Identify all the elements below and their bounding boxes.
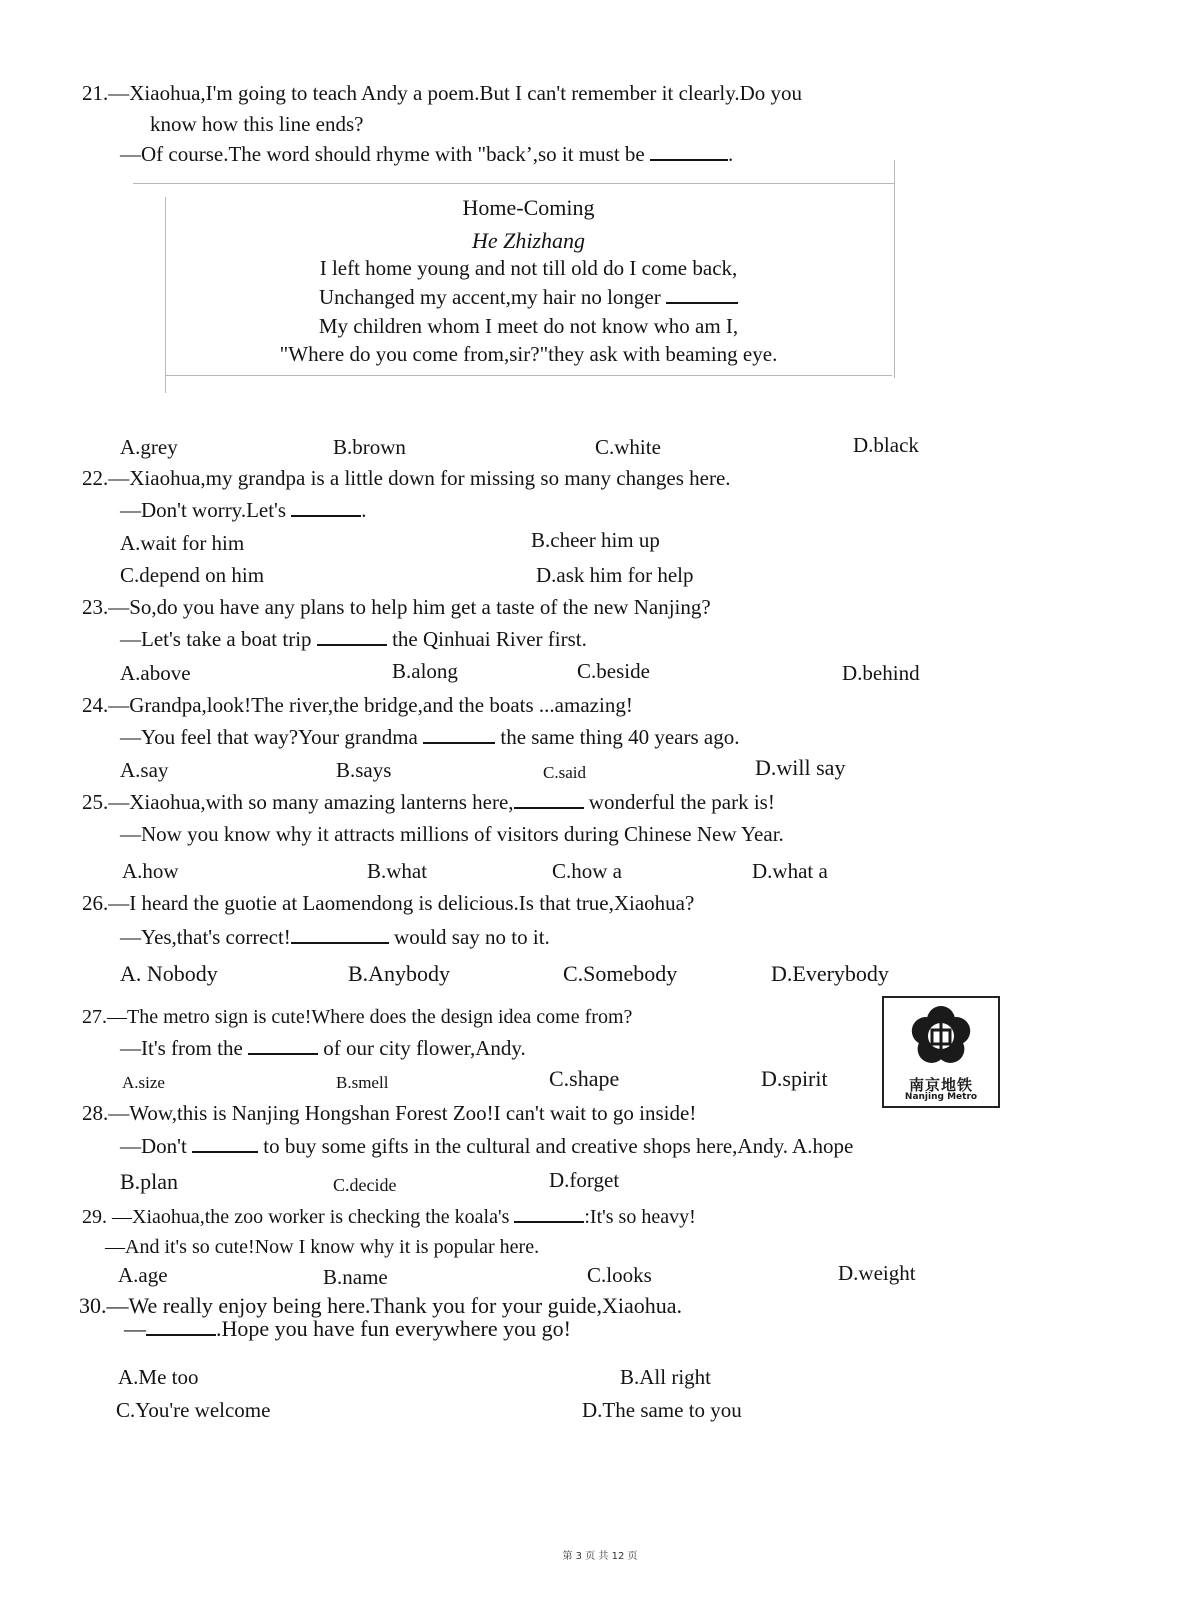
answer-blank — [317, 626, 387, 646]
poem-box-border-top — [133, 183, 895, 184]
q23-option-b: B.along — [392, 659, 458, 683]
q28-stem: 28.—Wow,this is Nanjing Hongshan Forest Zoo!I can't wait to go inside! — [82, 1101, 697, 1125]
q26-stem: 26.—I heard the guotie at Laomendong is delicious.Is that true,Xiaohua? — [82, 891, 695, 915]
q29-option-a: A.age — [118, 1263, 168, 1287]
q23-stem: 23.—So,do you have any plans to help him get a taste of the new Nanjing? — [82, 595, 711, 619]
q30-option-d: D.The same to you — [582, 1398, 742, 1422]
q24-reply-text: —You feel that way?Your grandma — [120, 725, 424, 749]
q26-reply — [120, 924, 550, 950]
q25-option-c: C.how a — [552, 859, 622, 883]
page-number-footer: 第 3 页 共 12 页 — [562, 1551, 638, 1562]
q25-stem — [82, 789, 775, 815]
q25-stem-end: wonderful the park is! — [583, 790, 775, 814]
answer-blank — [514, 1203, 584, 1223]
q25-reply: —Now you know why it attracts millions of visitors during Chinese New Year. — [120, 822, 784, 846]
answer-blank — [146, 1316, 216, 1336]
q23-option-a: A.above — [120, 661, 191, 685]
answer-blank — [666, 284, 738, 304]
q21-reply-text: —Of course.The word should rhyme with "back’,so it must be — [120, 142, 650, 166]
q24-stem: 24.—Grandpa,look!The river,the bridge,and the boats ...amazing! — [82, 693, 633, 717]
answer-blank — [650, 141, 728, 161]
q26-reply-text: —Yes,that's correct! — [120, 925, 291, 949]
poem-author: He Zhizhang — [471, 228, 586, 253]
q22-option-d: D.ask him for help — [536, 563, 694, 587]
q24-option-c: C.said — [543, 763, 586, 782]
q21-option-b: B.brown — [333, 435, 406, 459]
poem-box-border-bottom — [165, 375, 892, 376]
q28-reply-end: to buy some gifts in the cultural and creative shops here,Andy. A.hope — [258, 1134, 854, 1158]
q26-option-a: A. Nobody — [120, 961, 218, 986]
q22-reply — [120, 497, 367, 523]
q25-stem-text: 25.—Xiaohua,with so many amazing lanterns here, — [82, 790, 514, 814]
poem-line-3: My children whom I meet do not know who am I, — [318, 314, 739, 338]
answer-blank — [291, 497, 361, 517]
q29-option-d: D.weight — [838, 1261, 916, 1285]
q27-reply-end: of our city flower,Andy. — [318, 1036, 526, 1060]
q22-option-c: C.depend on him — [120, 563, 265, 587]
q22-reply-end: . — [361, 498, 367, 522]
q26-option-d: D.Everybody — [771, 961, 889, 986]
q27-option-d: D.spirit — [761, 1066, 828, 1091]
q28-option-b: B.plan — [120, 1169, 179, 1194]
q21-stem-line1: 21.—Xiaohua,I'm going to teach Andy a poem.But I can't remember it clearly.Do you — [82, 81, 803, 105]
answer-blank — [291, 924, 389, 944]
q27-reply — [120, 1035, 526, 1061]
q26-option-c: C.Somebody — [563, 961, 678, 986]
q30-reply-dash: — — [124, 1316, 146, 1341]
q29-stem — [82, 1203, 696, 1230]
q30-stem: 30.—We really enjoy being here.Thank you for your guide,Xiaohua. — [79, 1293, 683, 1318]
q27-reply-text: —It's from the — [120, 1036, 249, 1060]
q24-reply-end: the same thing 40 years ago. — [495, 725, 740, 749]
q21-reply — [120, 141, 733, 167]
q29-reply: —And it's so cute!Now I know why it is popular here. — [105, 1236, 540, 1258]
q22-option-a: A.wait for him — [120, 531, 245, 555]
metro-logo-cn: 南京地铁 — [908, 1076, 973, 1094]
q25-option-d: D.what a — [752, 859, 828, 883]
poem-line-2 — [165, 284, 892, 310]
q30-option-c: C.You're welcome — [116, 1398, 271, 1422]
q22-stem: 22.—Xiaohua,my grandpa is a little down for missing so many changes here. — [82, 466, 731, 490]
answer-blank — [514, 789, 584, 809]
q28-reply-text: —Don't — [120, 1134, 193, 1158]
q27-stem: 27.—The metro sign is cute!Where does the design idea come from? — [82, 1006, 633, 1028]
answer-blank — [192, 1133, 258, 1153]
q27-option-a: A.size — [122, 1073, 165, 1092]
q25-option-b: B.what — [367, 859, 428, 883]
q23-reply-end: the Qinhuai River first. — [386, 627, 587, 651]
answer-blank — [248, 1035, 318, 1055]
q21-option-a: A.grey — [120, 435, 178, 459]
q24-option-d: D.will say — [755, 755, 846, 780]
q21-stem-line2: know how this line ends? — [150, 112, 364, 136]
q23-option-c: C.beside — [577, 659, 650, 683]
q29-stem-end: :It's so heavy! — [584, 1206, 696, 1228]
q23-reply-text: —Let's take a boat trip — [120, 627, 317, 651]
q22-option-b: B.cheer him up — [531, 528, 660, 552]
q24-reply — [120, 724, 739, 750]
q29-option-b: B.name — [323, 1265, 388, 1289]
q28-option-c: C.decide — [333, 1175, 397, 1195]
q24-option-b: B.says — [336, 758, 392, 782]
q30-option-b: B.All right — [620, 1365, 712, 1389]
poem-box-border-right — [894, 160, 895, 378]
q22-reply-text: —Don't worry.Let's — [120, 498, 292, 522]
q26-option-b: B.Anybody — [348, 961, 451, 986]
q25-option-a: A.how — [122, 859, 179, 883]
nanjing-metro-logo — [882, 996, 1000, 1108]
q29-option-c: C.looks — [587, 1263, 652, 1287]
q28-reply — [120, 1133, 853, 1159]
poem-line-2-text: Unchanged my accent,my hair no longer — [319, 285, 666, 309]
q24-option-a: A.say — [120, 758, 169, 782]
q28-option-d: D.forget — [549, 1168, 620, 1192]
q21-option-d: D.black — [853, 433, 919, 457]
q23-option-d: D.behind — [842, 661, 920, 685]
q26-reply-end: would say no to it. — [388, 925, 550, 949]
poem-line-1: I left home young and not till old do I come back, — [319, 256, 738, 280]
poem-title: Home-Coming — [462, 195, 595, 220]
q27-option-c: C.shape — [549, 1066, 620, 1091]
poem-line-4: "Where do you come from,sir?"they ask with beaming eye. — [279, 342, 778, 366]
metro-logo-en: Nanjing Metro — [904, 1092, 978, 1102]
answer-blank — [423, 724, 495, 744]
q21-option-c: C.white — [595, 435, 661, 459]
q21-reply-end: . — [727, 142, 734, 166]
q30-reply-text: .Hope you have fun everywhere you go! — [216, 1316, 571, 1341]
q27-option-b: B.smell — [336, 1073, 389, 1092]
q29-stem-text: 29. —Xiaohua,the zoo worker is checking the koala's — [82, 1206, 515, 1228]
q30-reply — [124, 1316, 571, 1342]
q23-reply — [120, 626, 587, 652]
q30-option-a: A.Me too — [118, 1365, 199, 1389]
